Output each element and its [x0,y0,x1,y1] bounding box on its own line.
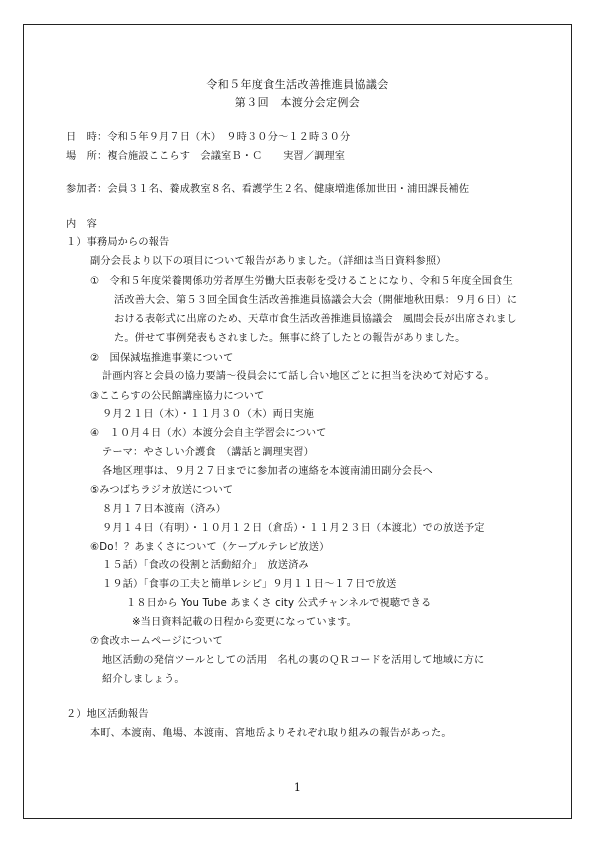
document-title: 令和５年度食生活改善推進員協議会 [206,78,389,91]
item-4-note: 各地区理事は、９月２７日までに参加者の連絡を本渡南浦田副分会長へ [102,466,433,477]
item-7-line-1: 地区活動の発信ツールとしての活用 名札の裏のＱＲコードを活用して地域に方に [102,655,485,666]
document-subtitle: 第３回 本渡分会定例会 [234,96,361,109]
meeting-datetime: 日 時：令和５年９月７日（木） ９時３０分～１２時３０分 [66,132,351,143]
section-2-heading: ２）地区活動報告 [66,709,149,720]
item-6-heading: ⑥Do！？あまくさについて（ケーブルテレビ放送） [90,542,330,553]
item-1-line-4: た。併せて事例発表もされました。無事に終了したとの報告がありました。 [114,333,466,344]
item-7-heading: ⑦食改ホームページについて [90,636,223,647]
item-3-body: ９月２１日（木）・１１月３０（木）両日実施 [102,409,314,420]
item-5-schedule: ９月１４日（有明）・１０月１２日（倉岳）・１１月２３日（本渡北）での放送予定 [102,523,485,534]
item-3-heading: ③ここらすの公民館講座協力について [90,391,265,402]
attendees: 参加者：会員３１名、養成教室８名、看護学生２名、健康増進係加世田・浦田課長補佐 [66,184,470,195]
meeting-place: 場 所：複合施設ここらす 会議室Ｂ・Ｃ 実習／調理室 [66,151,346,162]
item-6-episode-15: １５話）「食改の役割と活動紹介」 放送済み [102,560,309,571]
item-7-line-2: 紹介しましょう。 [102,674,185,685]
page-number: 1 [293,781,302,794]
section-1-heading: １）事務局からの報告 [66,237,170,248]
item-1-line-1: ① 令和５年度栄養関係功労者厚生労働大臣表彰を受けることになり、令和５年度全国食生 [90,276,513,287]
item-4-theme: テーマ：やさしい介護食 （講話と調理実習） [102,447,314,458]
section-2-body: 本町、本渡南、亀場、本渡南、宮地岳よりそれぞれ取り組みの報告があった。 [90,728,452,739]
item-1-line-3: おける表彰式に出席のため、天草市食生活改善推進員協議会 風間会長が出席されまし [114,314,517,325]
item-6-youtube: １８日から You Tube あまくさ city 公式チャンネルで視聴できる [126,598,432,609]
section-1-intro: 副分会長より以下の項目について報告がありました。（詳細は当日資料参照） [90,256,447,267]
item-2-body: 計画内容と会員の協力要請～役員会にて話し合い地区ごとに担当を決めて対応する。 [102,371,495,382]
item-2-heading: ② 国保減塩推進事業について [90,353,234,364]
item-6-note: ※当日資料記載の日程から変更になっています。 [132,617,357,628]
item-5-heading: ⑤みつばちラジオ放送について [90,485,234,496]
item-6-episode-19: １９話）「食事の工夫と簡単レシピ」９月１１日～１７日で放送 [102,579,397,590]
contents-heading: 内 容 [66,219,98,230]
item-4-heading: ④ １０月４日（水）本渡分会自主学習会について [90,428,327,439]
item-5-done: ８月１７日本渡南（済み） [102,504,227,515]
item-1-line-2: 活改善大会、第５３回全国食生活改善推進員協議会大会（開催地秋田県：９月６日）に [114,295,518,306]
